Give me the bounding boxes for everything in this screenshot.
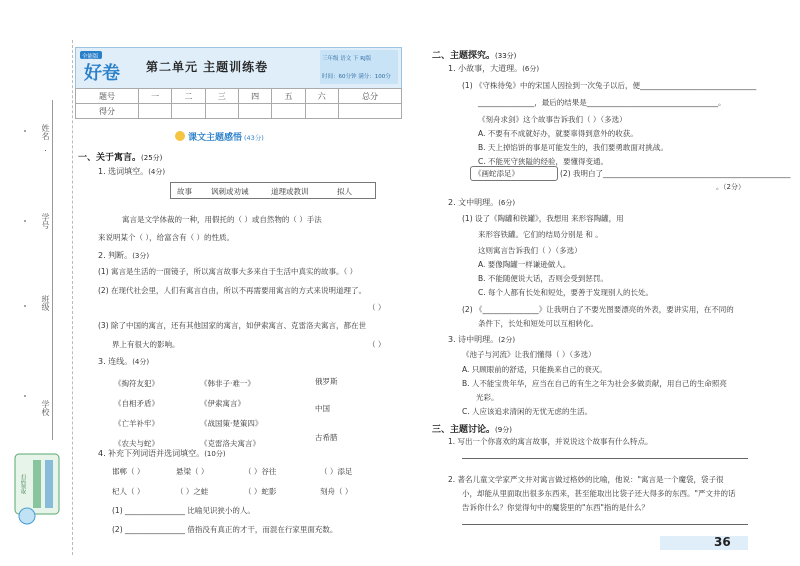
t2-line1: 2. 著名儿童文学家严文井对寓言做过格妙的比喻，他说："寓言是一个魔袋，袋子很 [448,475,724,484]
q3-col2-item[interactable]: 《韩非子·难一》 [200,379,255,388]
r3-label: 3. 诗中明理。 [448,335,499,344]
score-input-cell[interactable] [305,104,338,119]
r3-question[interactable]: 《池子与河流》让我们懂得（ ）（多选） [462,350,596,359]
score-input-cell[interactable] [338,104,401,119]
q1-score: (4分) [148,168,166,176]
q2-score: (3分) [132,252,150,260]
q4-word[interactable]: （ ）谷往 [244,467,277,476]
q2-item-b: (2) 在现代社会里，人们有寓言自由，所以不再需要用寓言的方式来说明道理了。 [98,286,367,295]
r2-b-line2: 条件下，长处和短处可以互相转化。 [478,319,598,328]
section-2-title [432,48,516,61]
q2-item-c-line2: 界上有很大的影响。 [112,340,180,349]
badge-title: 课文主题感悟 [188,133,243,143]
r1-label: 1. 小故事，大道理。 [448,64,523,73]
r3-option[interactable]: C. 人应该追求清闲的无忧无虑的生活。 [462,407,593,416]
q3-title [98,356,149,367]
logo [78,49,133,85]
q4-word[interactable]: 杞人（ ） [112,487,145,496]
q1-text-line1[interactable]: 寓言是文学体裁的一种，用假托的（ ）或自然物的（ ）手法 [122,215,322,224]
r2-option[interactable]: C. 每个人都有长处和短处，要善于发现别人的长处。 [478,288,654,297]
section-3-label: 三、主题讨论。 [432,425,496,435]
score-cell: 五 [272,89,305,104]
q4-title [98,448,226,459]
margin-dot [24,130,26,132]
margin-write-line [52,100,53,440]
q2-item-c-line1: (3) 除了中国的寓言，还有其他国家的寓言，如伊索寓言、克雷洛夫寓言，都在世 [98,321,367,330]
r1-option[interactable]: A. 不要有不成就好办，就要辜得到意外的收获。 [478,129,638,138]
q4-label: 4. 补充下列词语并选词填空。 [98,449,205,458]
score-cell: 二 [172,89,205,104]
margin-dot [24,305,26,307]
q4-score: (10分) [204,450,226,458]
q3-col3-item[interactable]: 古希腊 [315,433,338,442]
q4-word[interactable]: （ ）添足 [320,467,353,476]
q2-item-a[interactable]: (1) 寓言是生活的一面镜子，所以寓言故事大多来自于生活中真实的故事。（ ） [98,267,358,276]
score-cell: 得分 [76,104,139,119]
r1-score: (6分) [522,65,540,73]
r1-a-question[interactable]: 《刻舟求剑》这个故事告诉我们（ ）（多选） [478,115,627,124]
r3-option[interactable]: B. 人不能宝贵年华，应当在自己的有生之年为社会多做贡献，用自己的生命照亮 [462,379,727,388]
r1-a-line2[interactable]: _______________，最后的结果是___________________________________。 [478,98,726,107]
svg-text:全能版: 全能版 [82,54,99,60]
section-badge [174,129,274,143]
r1-title [448,63,539,74]
section-1-label: 一、关于寓言。 [78,153,142,163]
q4-word[interactable]: （ ）蛇影 [244,487,277,496]
page-title: 第二单元 主题训练卷 [146,60,269,74]
q3-col1-item[interactable]: 《亡羊补牢》 [114,419,159,428]
page-number: 36 [714,535,731,549]
name-line [45,150,46,151]
r3-option[interactable]: A. 只顾眼前的舒适，只能换来自己的衰灭。 [462,365,607,374]
r1-option[interactable]: B. 天上掉馅饼的事是可能发生的，我们要勇敢面对挑战。 [478,143,668,152]
r3-option-b-cont: 光彩。 [476,393,499,402]
q2-title [98,250,149,261]
header-meta-top: 三年级 语文 下 RJ版 [322,56,372,62]
stamp-text: 扫码领取 [20,474,26,494]
t2-line2: 小，却能从里面取出很多东西来，甚至能取出比袋子还大得多的东西。"严文井的话 [462,489,736,498]
t1-question: 1. 写出一个你喜欢的寓言故事，并说说这个故事有什么特点。 [448,437,653,446]
word-bank-item: 讽刺或劝诫 [211,187,249,196]
q3-col2-item[interactable]: 《伊索寓言》 [200,399,245,408]
page-number-bar [660,536,748,550]
binding-line [72,40,73,555]
svg-text:好卷: 好卷 [84,63,120,84]
section-3-title [432,422,512,435]
r1-b-score: 。（2分） [716,183,745,191]
q4-sentence-1[interactable]: (1) ________________ 比喻见识狭小的人。 [112,506,255,515]
margin-dot [24,220,26,222]
qr-promo-stamp [13,452,71,526]
q3-col2-item[interactable]: 《战国策·楚策四》 [200,419,263,428]
q3-col1-item[interactable]: 《农夫与蛇》 [114,439,159,448]
q3-score: (4分) [132,358,150,366]
score-table-row [76,89,402,104]
t1-answer-line[interactable] [462,458,748,459]
q3-col1-item[interactable]: 《自相矛盾》 [114,399,159,408]
student-id-label: 学号 [41,213,50,229]
score-input-cell[interactable] [205,104,238,119]
score-cell: 一 [138,89,171,104]
q4-word[interactable]: 邯郸（ ） [112,467,145,476]
r2-score: (6分) [498,199,516,207]
section-2-label: 二、主题探究。 [432,51,496,61]
q3-col3-item[interactable]: 中国 [315,404,330,413]
q2-label: 2. 判断。 [98,251,133,260]
r3-title [448,334,515,345]
score-cell: 四 [238,89,271,104]
r1-b-line[interactable]: (2) 我明白了__________________________________________________ [560,169,791,178]
class-label: 班级 [41,295,50,311]
t2-answer-line[interactable] [462,524,748,525]
r1-a-line1[interactable]: (1) 《守株待兔》中的宋国人因捡到一次兔子以后，便_______________________________ [462,81,757,90]
word-bank-item: 拟人 [337,187,352,196]
q3-col3-item[interactable]: 俄罗斯 [315,377,338,386]
q1-text-line2[interactable]: 来说明某个（ ），给富含有（ ）的性质。 [98,233,235,242]
margin-dot [24,395,26,397]
q4-word[interactable]: （ ）之蛙 [176,487,209,496]
score-table-row [76,104,402,119]
r2-a-line1[interactable]: (1) 设了《陶罐和铁罐》，我想用 来形容陶罐，用 [462,214,624,223]
score-cell: 六 [305,89,338,104]
q2-item-c-answer[interactable]: （ ） [368,340,386,349]
q3-col1-item[interactable]: 《掏符友犯》 [114,379,159,388]
q1-label: 1. 选词填空。 [98,167,149,176]
school-label: 学校 [41,400,50,416]
r1-pill-text: 《画蛇添足》 [474,169,519,178]
header-meta-bottom: 时间：60分钟 满分：100分 [322,74,391,80]
r2-option[interactable]: A. 要像陶罐一样谦逊做人。 [478,260,571,269]
score-cell: 题号 [76,89,139,104]
word-bank [170,182,376,199]
t2-line3: 告诉你什么？你觉得句中的魔袋里的"东西"指的是什么？ [462,503,649,512]
score-input-cell[interactable] [238,104,271,119]
section-2-score: (33分) [495,52,517,60]
score-input-cell[interactable] [272,104,305,119]
q1-title [98,166,165,177]
r2-label: 2. 文中明理。 [448,198,499,207]
q3-col2-item[interactable]: 《克雷洛夫寓言》 [200,439,260,448]
q3-label: 3. 连线。 [98,357,133,366]
r2-b-line1[interactable]: (2) 《_______________》让我明白了不要光图要漂亮的外表，要讲实用，在不同的 [462,305,734,314]
section-1-score: (25分) [141,154,163,162]
r2-option[interactable]: B. 不能随便说大话，否则会受到惩罚。 [478,274,608,283]
r3-score: (2分) [498,336,516,344]
r1-option[interactable]: C. 不能死守狭隘的经验，要懂得变通。 [478,157,609,166]
q4-word[interactable]: 悬梁（ ） [176,467,209,476]
r2-a-line2[interactable]: 来形容铁罐。它们的结局分别是 和 。 [478,230,603,239]
badge-score: (43分) [244,134,264,142]
r2-title [448,197,515,208]
score-input-cell[interactable] [138,104,171,119]
word-bank-item: 故事 [177,187,192,196]
score-cell: 三 [205,89,238,104]
r2-a-question[interactable]: 这则寓言告诉我们（ ）（多选） [478,246,582,255]
q2-item-b-answer[interactable]: （ ） [368,303,386,312]
section-1-title [78,150,162,163]
score-cell: 总分 [338,89,401,104]
q4-word[interactable]: 刻舟（ ） [320,487,353,496]
section-3-score: (9分) [495,426,512,434]
name-label: 姓名 [41,124,50,140]
score-table [75,88,402,119]
q4-sentence-2[interactable]: (2) ________________ 借指没有真正的才干，而混在行家里面充数。 [112,525,338,534]
word-bank-item: 道理或教训 [271,187,309,196]
score-input-cell[interactable] [172,104,205,119]
